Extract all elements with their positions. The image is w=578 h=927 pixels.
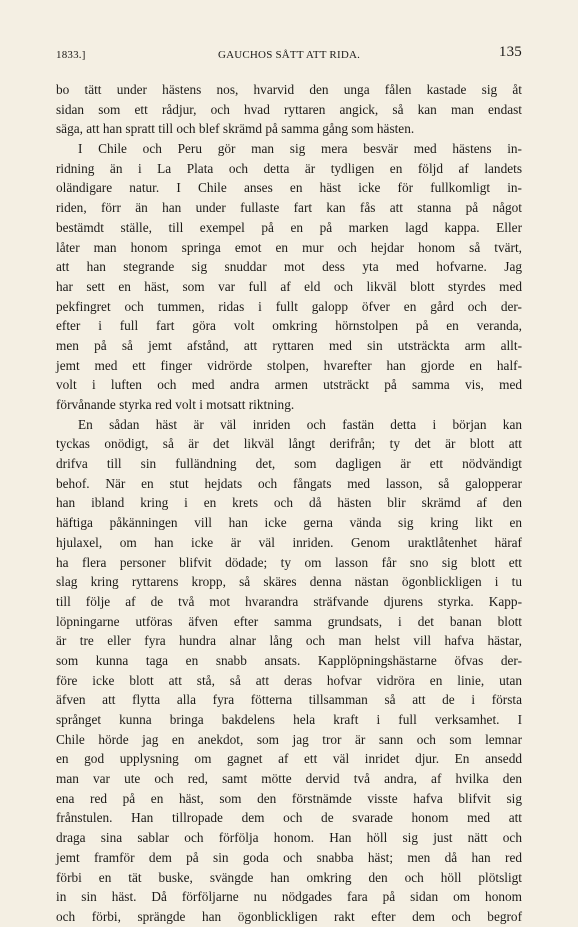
text-line: är tre eller fyra hundra alnar lång och man helst vill hafva hästar, <box>56 633 522 649</box>
text-line: låter man honom springa emot en mur och hejdar honom så tvärt, <box>56 239 522 255</box>
text-line: behof. När en stut hejdats och fångats med lasson, så galopperar <box>56 475 522 491</box>
text-line: oländigare natur. I Chile anses en häst icke för fullkomligt in- <box>56 180 522 196</box>
text-line: efter i full fart göra volt omkring hörnstolpen på en veranda, <box>56 318 522 334</box>
header-year: 1833.] <box>56 49 86 61</box>
text-line: in sin häst. Då förföljarne nu nödgades fara på sidan om honom <box>56 889 522 905</box>
text-line: draga sina sablar och förfölja honom. Han höll sig just nätt och <box>56 830 522 846</box>
text-line: säga, att han spratt till och blef skrämd på samma gång som hästen. <box>56 121 415 137</box>
text-line: I Chile och Peru gör man sig mera besvär med hästens in- <box>78 141 522 157</box>
text-line: drifva till sin fulländning det, som dagligen är ett nödvändigt <box>56 456 522 472</box>
text-line: volt i luften och med andra armen utsträckt på samma vis, med <box>56 377 522 393</box>
text-line: slag kring ryttarens kropp, så skäres denna nästan ögonblickligen i tu <box>56 574 522 590</box>
running-header <box>56 46 522 66</box>
text-line: bestämdt ställe, till exempel på en på marken lagd kappa. Eller <box>56 219 522 235</box>
text-line: en god upplysning om gagnet af ett väl inridet djur. En ansedd <box>56 751 522 767</box>
text-line: pekfingret och tummen, ridas i fullt galopp öfver en gård och der- <box>56 298 522 314</box>
text-line: En sådan häst är väl inriden och fastän detta i början kan <box>78 416 522 432</box>
text-line: man var ute och red, samt mötte dervid två andra, af hvilka den <box>56 771 522 787</box>
text-line: ridning än i La Plata och detta är tydligen en följd af landets <box>56 160 522 176</box>
text-line: att han stegrande sig snuddar mot dess yta med hofvarne. Jag <box>56 259 522 275</box>
text-line: sidan som ett rådjur, och hvad ryttaren angick, så kan man endast <box>56 101 522 117</box>
text-line: han ibland kring i en krets och då hästen blir skrämd af den <box>56 495 522 511</box>
text-line: ena red på en häst, som den förstnämde visste hafva blifvit sig <box>56 790 522 806</box>
text-line: före icke blott att stå, så att deras hofvar vidröra en linie, utan <box>56 672 522 688</box>
text-line: hjulaxel, om han icke är väl inriden. Genom uraktlåtenhet häraf <box>56 534 522 550</box>
text-line: ha flera personer blifvit dödade; ty om lasson får sno sig blott ett <box>56 554 522 570</box>
text-line: Chile hörde jag en anekdot, som jag tror är sann och som lemnar <box>56 731 522 747</box>
text-line: förvånande styrka red volt i motsatt riktning. <box>56 397 295 412</box>
text-line: och förbi, sprängde han ögonblickligen rakt efter dem och begrof <box>56 908 522 924</box>
text-line: tyckas onödigt, så är det likväl långt derifrån; ty det är blott att <box>56 436 522 452</box>
text-line: jemt med ett finger vidrörde stolpen, hvarefter han gjorde en half- <box>56 357 522 373</box>
text-line: till följe af de två mot hvarandra sträfvande djurens styrka. Kapp- <box>56 593 522 609</box>
page-number: 135 <box>498 44 522 60</box>
body-text <box>56 80 522 927</box>
text-line: förbi en tät buske, svängde han omkring den och höll plötsligt <box>56 869 522 885</box>
text-line: frånstulen. Han tillropade dem och de svarade honom med att <box>56 810 522 826</box>
header-title: GAUCHOS SÅTT ATT RIDA. <box>217 49 361 61</box>
text-line: löpningarne utföras äfven efter samma grundsats, i det banan blott <box>56 613 522 629</box>
text-line: men på så jemt afstånd, att ryttaren med sin utsträckta arm allt- <box>56 337 522 353</box>
text-line: riden, förr än han under fullaste fart kan fås att stanna på något <box>56 200 522 216</box>
text-line: språnget kunna bringa bakdelens hela kraft i full verksamhet. I <box>56 712 522 727</box>
text-line: häftiga påkänningen vill han icke gerna vända sig kring likt en <box>56 515 522 531</box>
text-line: som kunna taga en snabb ansats. Kapplöpningshästarne öfvas der- <box>56 652 522 668</box>
text-line: bo tätt under hästens nos, hvarvid den unga fålen kastade sig åt <box>56 82 522 97</box>
text-line: har sett en häst, som var full af eld och likväl blott styrdes med <box>56 278 522 294</box>
text-line: äfven att flytta alla fyra fötterna tillsamman så att de i första <box>56 692 522 708</box>
text-line: jemt framför dem på sin goda och snabba häst; men då han red <box>56 849 522 865</box>
